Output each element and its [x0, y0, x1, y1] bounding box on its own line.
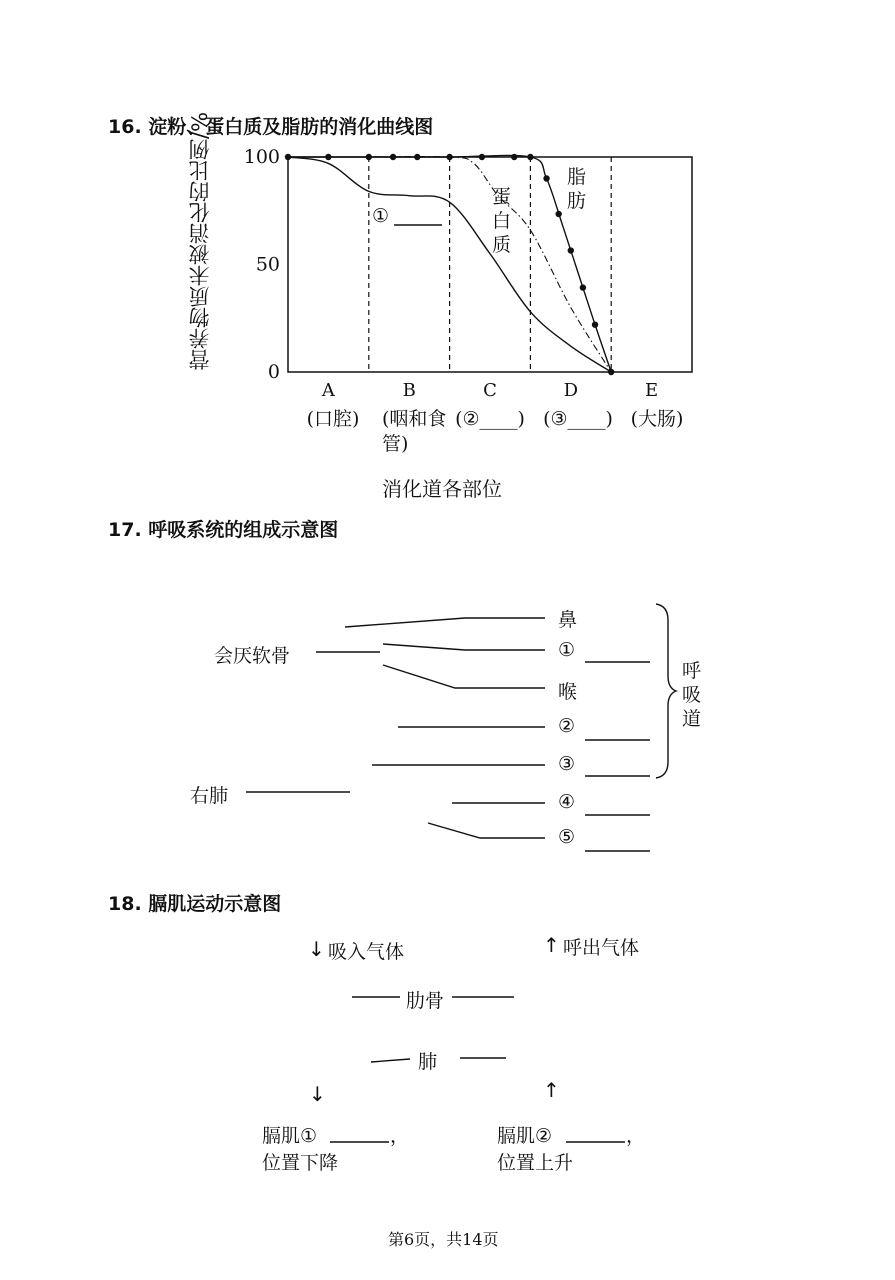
label-1: ① [558, 639, 576, 661]
label-protein: 白 [492, 210, 512, 232]
q16-title: 16. 淀粉、蛋白质及脂肪的消化曲线图 [108, 116, 434, 138]
label-circle-1: ① [372, 205, 390, 227]
q17-title: 17. 呼吸系统的组成示意图 [108, 519, 339, 541]
label-5: ⑤ [558, 826, 576, 848]
x-category-label: B [402, 380, 416, 401]
x-category-sublabel: (口腔) [306, 408, 360, 430]
leader-line-lung-left [371, 1059, 410, 1062]
q18-title: 18. 膈肌运动示意图 [108, 893, 282, 915]
left-down-arrow-icon: ↓ [309, 1082, 326, 1106]
label-larynx: 喉 [558, 681, 578, 703]
label-3: ③ [558, 753, 576, 775]
y-tick-label: 100 [243, 146, 280, 168]
label-epiglottis: 会厌软骨 [214, 645, 291, 667]
exhale-arrow-icon: ↑ [543, 933, 560, 957]
diaphragm-1-caption: 位置下降 [262, 1152, 339, 1174]
x-category-sublabel: (②____) [455, 408, 525, 430]
right-up-arrow-icon: ↑ [543, 1078, 560, 1102]
x-category-label: A [321, 380, 335, 401]
diaphragm-1-label: 膈肌① [262, 1125, 318, 1147]
bracket-label-hu: 呼 [682, 660, 702, 682]
x-category-sublabel: 管) [382, 433, 409, 455]
label-fat: 脂 [567, 166, 587, 188]
y-tick-label: 50 [255, 253, 280, 276]
x-category-sublabel: (大肠) [630, 408, 684, 430]
rib-label: 肋骨 [406, 990, 445, 1012]
exhale-label: 呼出气体 [563, 937, 640, 959]
label-2: ② [558, 715, 576, 737]
x-category-sublabel: (咽和食 [382, 408, 447, 430]
label-right-lung: 右肺 [190, 785, 229, 807]
label-nose: 鼻 [558, 609, 578, 631]
diaphragm-2-caption: 位置上升 [497, 1152, 574, 1174]
x-category-label: D [563, 380, 579, 401]
label-fat: 肪 [567, 190, 587, 212]
y-tick-label: 0 [267, 361, 280, 383]
diaphragm-1-comma: ， [390, 1125, 410, 1147]
bracket-label-xi: 吸 [682, 684, 702, 706]
label-protein: 质 [492, 234, 512, 256]
lung-label: 肺 [418, 1051, 438, 1073]
diaphragm-2-label: 膈肌② [497, 1125, 553, 1147]
chart-xlabel: 消化道各部位 [382, 477, 502, 501]
chart-ylabel: 营养物质未被消化的比例/% [188, 111, 212, 370]
label-protein: 蛋 [492, 186, 512, 208]
diaphragm-2-comma: ， [626, 1125, 646, 1147]
bracket-label-dao: 道 [682, 708, 702, 730]
label-4: ④ [558, 791, 576, 813]
x-category-label: E [645, 380, 659, 401]
inhale-label: 吸入气体 [328, 941, 405, 963]
page-footer: 第6页，共14页 [388, 1230, 499, 1249]
x-category-label: C [483, 380, 497, 401]
x-category-sublabel: (③____) [543, 408, 613, 430]
inhale-arrow-icon: ↓ [308, 937, 325, 961]
